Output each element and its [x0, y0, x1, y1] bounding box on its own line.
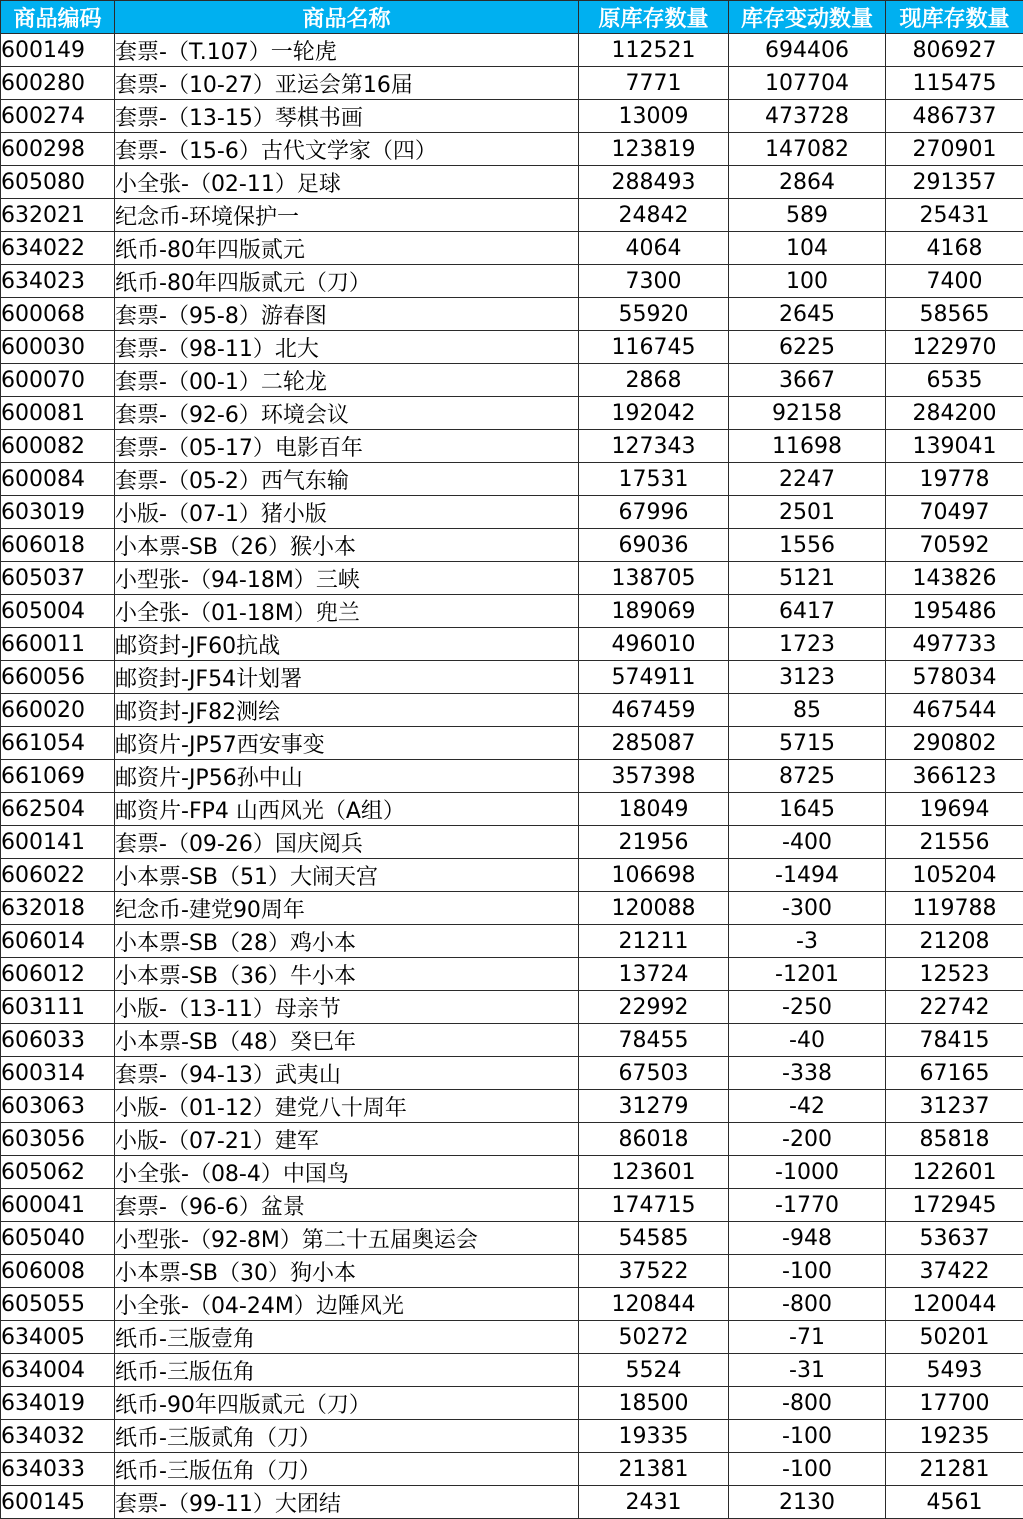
- cell-stock-change: 1556: [729, 529, 886, 562]
- cell-original-stock: 24842: [579, 199, 729, 232]
- cell-original-stock: 21956: [579, 826, 729, 859]
- cell-current-stock: 70497: [886, 496, 1023, 529]
- cell-stock-change: 2864: [729, 166, 886, 199]
- table-row: [1, 199, 1023, 232]
- cell-current-stock: 17700: [886, 1387, 1023, 1420]
- table-row: [1, 34, 1023, 67]
- cell-original-stock: 21381: [579, 1453, 729, 1486]
- cell-product-name: 套票-（99-11）大团结: [115, 1486, 579, 1519]
- cell-stock-change: -400: [729, 826, 886, 859]
- cell-stock-change: 8725: [729, 760, 886, 793]
- cell-product-code: 605080: [1, 166, 115, 199]
- cell-stock-change: -1000: [729, 1156, 886, 1189]
- cell-original-stock: 467459: [579, 694, 729, 727]
- cell-stock-change: -948: [729, 1222, 886, 1255]
- cell-product-name: 纪念币-建党90周年: [115, 892, 579, 925]
- table-header: [1, 1, 1023, 34]
- cell-current-stock: 21208: [886, 925, 1023, 958]
- cell-original-stock: 17531: [579, 463, 729, 496]
- cell-current-stock: 105204: [886, 859, 1023, 892]
- cell-stock-change: -800: [729, 1387, 886, 1420]
- cell-original-stock: 288493: [579, 166, 729, 199]
- cell-product-name: 小全张-（04-24M）边陲风光: [115, 1288, 579, 1321]
- cell-current-stock: 467544: [886, 694, 1023, 727]
- cell-current-stock: 120044: [886, 1288, 1023, 1321]
- cell-stock-change: 104: [729, 232, 886, 265]
- cell-stock-change: 473728: [729, 100, 886, 133]
- cell-current-stock: 270901: [886, 133, 1023, 166]
- cell-current-stock: 290802: [886, 727, 1023, 760]
- cell-stock-change: -250: [729, 991, 886, 1024]
- cell-product-code: 603056: [1, 1123, 115, 1156]
- cell-stock-change: -100: [729, 1420, 886, 1453]
- cell-original-stock: 127343: [579, 430, 729, 463]
- table-row: [1, 1024, 1023, 1057]
- cell-product-code: 660020: [1, 694, 115, 727]
- cell-original-stock: 22992: [579, 991, 729, 1024]
- cell-current-stock: 291357: [886, 166, 1023, 199]
- cell-product-code: 634033: [1, 1453, 115, 1486]
- cell-original-stock: 120088: [579, 892, 729, 925]
- cell-stock-change: -71: [729, 1321, 886, 1354]
- table-row: [1, 958, 1023, 991]
- cell-stock-change: -40: [729, 1024, 886, 1057]
- cell-current-stock: 50201: [886, 1321, 1023, 1354]
- cell-product-code: 632021: [1, 199, 115, 232]
- table-row: [1, 1387, 1023, 1420]
- table-row: [1, 265, 1023, 298]
- cell-product-code: 634022: [1, 232, 115, 265]
- cell-current-stock: 122601: [886, 1156, 1023, 1189]
- cell-original-stock: 19335: [579, 1420, 729, 1453]
- cell-original-stock: 18049: [579, 793, 729, 826]
- table-row: [1, 661, 1023, 694]
- table-row: [1, 1288, 1023, 1321]
- table-row: [1, 166, 1023, 199]
- cell-current-stock: 284200: [886, 397, 1023, 430]
- header-original-stock: 原库存数量: [579, 1, 729, 34]
- cell-product-name: 纸币-三版伍角（刀）: [115, 1453, 579, 1486]
- cell-product-name: 套票-（95-8）游春图: [115, 298, 579, 331]
- cell-stock-change: 5121: [729, 562, 886, 595]
- cell-product-name: 套票-（98-11）北大: [115, 331, 579, 364]
- cell-product-code: 662504: [1, 793, 115, 826]
- cell-current-stock: 22742: [886, 991, 1023, 1024]
- cell-stock-change: 85: [729, 694, 886, 727]
- cell-product-code: 606008: [1, 1255, 115, 1288]
- cell-original-stock: 174715: [579, 1189, 729, 1222]
- cell-original-stock: 4064: [579, 232, 729, 265]
- cell-current-stock: 4561: [886, 1486, 1023, 1519]
- cell-product-code: 600274: [1, 100, 115, 133]
- table-row: [1, 100, 1023, 133]
- cell-stock-change: 3667: [729, 364, 886, 397]
- table-row: [1, 793, 1023, 826]
- cell-stock-change: -31: [729, 1354, 886, 1387]
- cell-original-stock: 496010: [579, 628, 729, 661]
- cell-current-stock: 195486: [886, 595, 1023, 628]
- cell-current-stock: 19694: [886, 793, 1023, 826]
- cell-product-name: 纸币-三版贰角（刀）: [115, 1420, 579, 1453]
- cell-product-name: 套票-（00-1）二轮龙: [115, 364, 579, 397]
- cell-current-stock: 67165: [886, 1057, 1023, 1090]
- cell-product-code: 660011: [1, 628, 115, 661]
- table-row: [1, 562, 1023, 595]
- cell-product-code: 605055: [1, 1288, 115, 1321]
- cell-original-stock: 285087: [579, 727, 729, 760]
- cell-product-name: 小本票-SB（30）狗小本: [115, 1255, 579, 1288]
- cell-product-name: 小版-（07-1）猪小版: [115, 496, 579, 529]
- cell-stock-change: 6225: [729, 331, 886, 364]
- cell-original-stock: 106698: [579, 859, 729, 892]
- cell-product-name: 小版-（13-11）母亲节: [115, 991, 579, 1024]
- cell-product-code: 603019: [1, 496, 115, 529]
- cell-current-stock: 12523: [886, 958, 1023, 991]
- cell-original-stock: 5524: [579, 1354, 729, 1387]
- cell-product-name: 纸币-80年四版贰元（刀）: [115, 265, 579, 298]
- cell-stock-change: -300: [729, 892, 886, 925]
- cell-current-stock: 37422: [886, 1255, 1023, 1288]
- cell-current-stock: 19235: [886, 1420, 1023, 1453]
- table-row: [1, 1486, 1023, 1519]
- cell-product-name: 纸币-三版壹角: [115, 1321, 579, 1354]
- cell-product-name: 邮资封-JF82测绘: [115, 694, 579, 727]
- header-product-name: 商品名称: [115, 1, 579, 34]
- cell-product-name: 小型张-（92-8M）第二十五届奥运会: [115, 1222, 579, 1255]
- table-row: [1, 694, 1023, 727]
- cell-product-code: 600041: [1, 1189, 115, 1222]
- cell-current-stock: 806927: [886, 34, 1023, 67]
- cell-product-code: 634005: [1, 1321, 115, 1354]
- cell-stock-change: 2645: [729, 298, 886, 331]
- cell-stock-change: 11698: [729, 430, 886, 463]
- cell-product-name: 纸币-三版伍角: [115, 1354, 579, 1387]
- cell-current-stock: 5493: [886, 1354, 1023, 1387]
- cell-original-stock: 50272: [579, 1321, 729, 1354]
- table-row: [1, 1420, 1023, 1453]
- cell-stock-change: -200: [729, 1123, 886, 1156]
- cell-product-code: 661069: [1, 760, 115, 793]
- cell-product-name: 套票-（92-6）环境会议: [115, 397, 579, 430]
- cell-product-name: 邮资片-JP56孙中山: [115, 760, 579, 793]
- cell-product-code: 600141: [1, 826, 115, 859]
- cell-stock-change: 1645: [729, 793, 886, 826]
- cell-original-stock: 86018: [579, 1123, 729, 1156]
- table-row: [1, 364, 1023, 397]
- table-row: [1, 1057, 1023, 1090]
- cell-product-code: 600030: [1, 331, 115, 364]
- cell-stock-change: 5715: [729, 727, 886, 760]
- cell-product-name: 套票-（T.107）一轮虎: [115, 34, 579, 67]
- cell-product-name: 小本票-SB（26）猴小本: [115, 529, 579, 562]
- cell-original-stock: 7300: [579, 265, 729, 298]
- cell-original-stock: 78455: [579, 1024, 729, 1057]
- cell-product-name: 纸币-90年四版贰元（刀）: [115, 1387, 579, 1420]
- table-row: [1, 1156, 1023, 1189]
- cell-current-stock: 19778: [886, 463, 1023, 496]
- table-row: [1, 595, 1023, 628]
- cell-product-code: 605004: [1, 595, 115, 628]
- cell-product-code: 634004: [1, 1354, 115, 1387]
- cell-stock-change: 3123: [729, 661, 886, 694]
- table-row: [1, 463, 1023, 496]
- cell-stock-change: -1494: [729, 859, 886, 892]
- cell-current-stock: 25431: [886, 199, 1023, 232]
- table-row: [1, 133, 1023, 166]
- cell-product-name: 小本票-SB（36）牛小本: [115, 958, 579, 991]
- cell-original-stock: 31279: [579, 1090, 729, 1123]
- cell-product-name: 邮资片-FP4 山西风光（A组）: [115, 793, 579, 826]
- cell-current-stock: 4168: [886, 232, 1023, 265]
- cell-product-code: 661054: [1, 727, 115, 760]
- cell-original-stock: 13724: [579, 958, 729, 991]
- table-row: [1, 727, 1023, 760]
- cell-stock-change: 6417: [729, 595, 886, 628]
- cell-stock-change: -1201: [729, 958, 886, 991]
- cell-product-code: 634019: [1, 1387, 115, 1420]
- cell-product-name: 邮资封-JF54计划署: [115, 661, 579, 694]
- cell-product-name: 纸币-80年四版贰元: [115, 232, 579, 265]
- cell-current-stock: 21281: [886, 1453, 1023, 1486]
- cell-product-code: 600084: [1, 463, 115, 496]
- cell-original-stock: 574911: [579, 661, 729, 694]
- cell-current-stock: 122970: [886, 331, 1023, 364]
- cell-original-stock: 7771: [579, 67, 729, 100]
- cell-product-code: 603111: [1, 991, 115, 1024]
- cell-original-stock: 357398: [579, 760, 729, 793]
- cell-original-stock: 21211: [579, 925, 729, 958]
- table-row: [1, 1189, 1023, 1222]
- cell-product-code: 632018: [1, 892, 115, 925]
- cell-stock-change: 100: [729, 265, 886, 298]
- cell-product-code: 603063: [1, 1090, 115, 1123]
- cell-stock-change: 589: [729, 199, 886, 232]
- cell-original-stock: 120844: [579, 1288, 729, 1321]
- cell-product-name: 小本票-SB（28）鸡小本: [115, 925, 579, 958]
- cell-current-stock: 21556: [886, 826, 1023, 859]
- cell-product-name: 套票-（05-17）电影百年: [115, 430, 579, 463]
- cell-product-name: 套票-（09-26）国庆阅兵: [115, 826, 579, 859]
- cell-current-stock: 486737: [886, 100, 1023, 133]
- cell-original-stock: 69036: [579, 529, 729, 562]
- table-row: [1, 298, 1023, 331]
- cell-product-name: 套票-（13-15）琴棋书画: [115, 100, 579, 133]
- cell-product-code: 634023: [1, 265, 115, 298]
- cell-original-stock: 138705: [579, 562, 729, 595]
- cell-current-stock: 366123: [886, 760, 1023, 793]
- cell-original-stock: 37522: [579, 1255, 729, 1288]
- table-row: [1, 925, 1023, 958]
- table-row: [1, 991, 1023, 1024]
- cell-product-code: 600145: [1, 1486, 115, 1519]
- cell-current-stock: 172945: [886, 1189, 1023, 1222]
- table-row: [1, 892, 1023, 925]
- cell-product-code: 600280: [1, 67, 115, 100]
- table-row: [1, 397, 1023, 430]
- cell-original-stock: 55920: [579, 298, 729, 331]
- cell-original-stock: 2868: [579, 364, 729, 397]
- cell-product-name: 套票-（05-2）西气东输: [115, 463, 579, 496]
- cell-current-stock: 7400: [886, 265, 1023, 298]
- cell-stock-change: -1770: [729, 1189, 886, 1222]
- cell-original-stock: 54585: [579, 1222, 729, 1255]
- cell-product-code: 605040: [1, 1222, 115, 1255]
- table-body: [1, 34, 1023, 1519]
- cell-product-name: 小全张-（01-18M）兜兰: [115, 595, 579, 628]
- table-row: [1, 1255, 1023, 1288]
- cell-product-name: 纪念币-环境保护一: [115, 199, 579, 232]
- cell-current-stock: 6535: [886, 364, 1023, 397]
- cell-original-stock: 123601: [579, 1156, 729, 1189]
- cell-product-code: 600314: [1, 1057, 115, 1090]
- cell-product-code: 600298: [1, 133, 115, 166]
- table-row: [1, 1453, 1023, 1486]
- cell-product-name: 套票-（10-27）亚运会第16届: [115, 67, 579, 100]
- cell-stock-change: 2501: [729, 496, 886, 529]
- cell-original-stock: 13009: [579, 100, 729, 133]
- cell-product-code: 600068: [1, 298, 115, 331]
- cell-product-name: 小全张-（02-11）足球: [115, 166, 579, 199]
- cell-product-name: 小型张-（94-18M）三峡: [115, 562, 579, 595]
- cell-product-name: 套票-（96-6）盆景: [115, 1189, 579, 1222]
- cell-stock-change: -100: [729, 1255, 886, 1288]
- cell-product-name: 邮资封-JF60抗战: [115, 628, 579, 661]
- cell-original-stock: 18500: [579, 1387, 729, 1420]
- cell-original-stock: 189069: [579, 595, 729, 628]
- table-row: [1, 331, 1023, 364]
- cell-product-name: 小全张-（08-4）中国鸟: [115, 1156, 579, 1189]
- cell-current-stock: 58565: [886, 298, 1023, 331]
- cell-original-stock: 67503: [579, 1057, 729, 1090]
- cell-current-stock: 53637: [886, 1222, 1023, 1255]
- cell-original-stock: 2431: [579, 1486, 729, 1519]
- cell-original-stock: 67996: [579, 496, 729, 529]
- cell-product-code: 605062: [1, 1156, 115, 1189]
- header-product-code: 商品编码: [1, 1, 115, 34]
- cell-current-stock: 115475: [886, 67, 1023, 100]
- cell-original-stock: 116745: [579, 331, 729, 364]
- table-row: [1, 760, 1023, 793]
- header-current-stock: 现库存数量: [886, 1, 1023, 34]
- cell-product-name: 小版-（01-12）建党八十周年: [115, 1090, 579, 1123]
- table-row: [1, 1123, 1023, 1156]
- table-row: [1, 1090, 1023, 1123]
- cell-product-name: 小本票-SB（51）大闹天宫: [115, 859, 579, 892]
- table-row: [1, 430, 1023, 463]
- cell-product-code: 600081: [1, 397, 115, 430]
- cell-current-stock: 139041: [886, 430, 1023, 463]
- cell-current-stock: 143826: [886, 562, 1023, 595]
- cell-stock-change: -800: [729, 1288, 886, 1321]
- table-row: [1, 859, 1023, 892]
- cell-current-stock: 497733: [886, 628, 1023, 661]
- cell-stock-change: -338: [729, 1057, 886, 1090]
- cell-product-code: 606012: [1, 958, 115, 991]
- cell-product-code: 600070: [1, 364, 115, 397]
- cell-product-name: 邮资片-JP57西安事变: [115, 727, 579, 760]
- cell-product-code: 600082: [1, 430, 115, 463]
- cell-original-stock: 192042: [579, 397, 729, 430]
- cell-current-stock: 78415: [886, 1024, 1023, 1057]
- table-row: [1, 1222, 1023, 1255]
- cell-original-stock: 123819: [579, 133, 729, 166]
- cell-stock-change: 147082: [729, 133, 886, 166]
- table-row: [1, 1354, 1023, 1387]
- cell-stock-change: 694406: [729, 34, 886, 67]
- table-row: [1, 1321, 1023, 1354]
- cell-stock-change: -42: [729, 1090, 886, 1123]
- table-row: [1, 826, 1023, 859]
- cell-product-name: 套票-（15-6）古代文学家（四）: [115, 133, 579, 166]
- cell-stock-change: -3: [729, 925, 886, 958]
- cell-product-name: 套票-（94-13）武夷山: [115, 1057, 579, 1090]
- cell-current-stock: 31237: [886, 1090, 1023, 1123]
- cell-current-stock: 70592: [886, 529, 1023, 562]
- header-row: [1, 1, 1023, 34]
- header-stock-change: 库存变动数量: [729, 1, 886, 34]
- cell-product-code: 600149: [1, 34, 115, 67]
- cell-product-code: 660056: [1, 661, 115, 694]
- cell-product-name: 小版-（07-21）建军: [115, 1123, 579, 1156]
- cell-current-stock: 578034: [886, 661, 1023, 694]
- cell-product-code: 605037: [1, 562, 115, 595]
- cell-product-code: 606022: [1, 859, 115, 892]
- cell-product-code: 634032: [1, 1420, 115, 1453]
- table-row: [1, 496, 1023, 529]
- cell-stock-change: 92158: [729, 397, 886, 430]
- table-row: [1, 529, 1023, 562]
- cell-stock-change: 107704: [729, 67, 886, 100]
- cell-stock-change: -100: [729, 1453, 886, 1486]
- cell-stock-change: 2247: [729, 463, 886, 496]
- cell-original-stock: 112521: [579, 34, 729, 67]
- table-row: [1, 232, 1023, 265]
- table-row: [1, 628, 1023, 661]
- cell-product-code: 606014: [1, 925, 115, 958]
- cell-stock-change: 1723: [729, 628, 886, 661]
- cell-current-stock: 85818: [886, 1123, 1023, 1156]
- cell-product-code: 606033: [1, 1024, 115, 1057]
- cell-product-name: 小本票-SB（48）癸巳年: [115, 1024, 579, 1057]
- cell-stock-change: 2130: [729, 1486, 886, 1519]
- cell-product-code: 606018: [1, 529, 115, 562]
- cell-current-stock: 119788: [886, 892, 1023, 925]
- table-row: [1, 67, 1023, 100]
